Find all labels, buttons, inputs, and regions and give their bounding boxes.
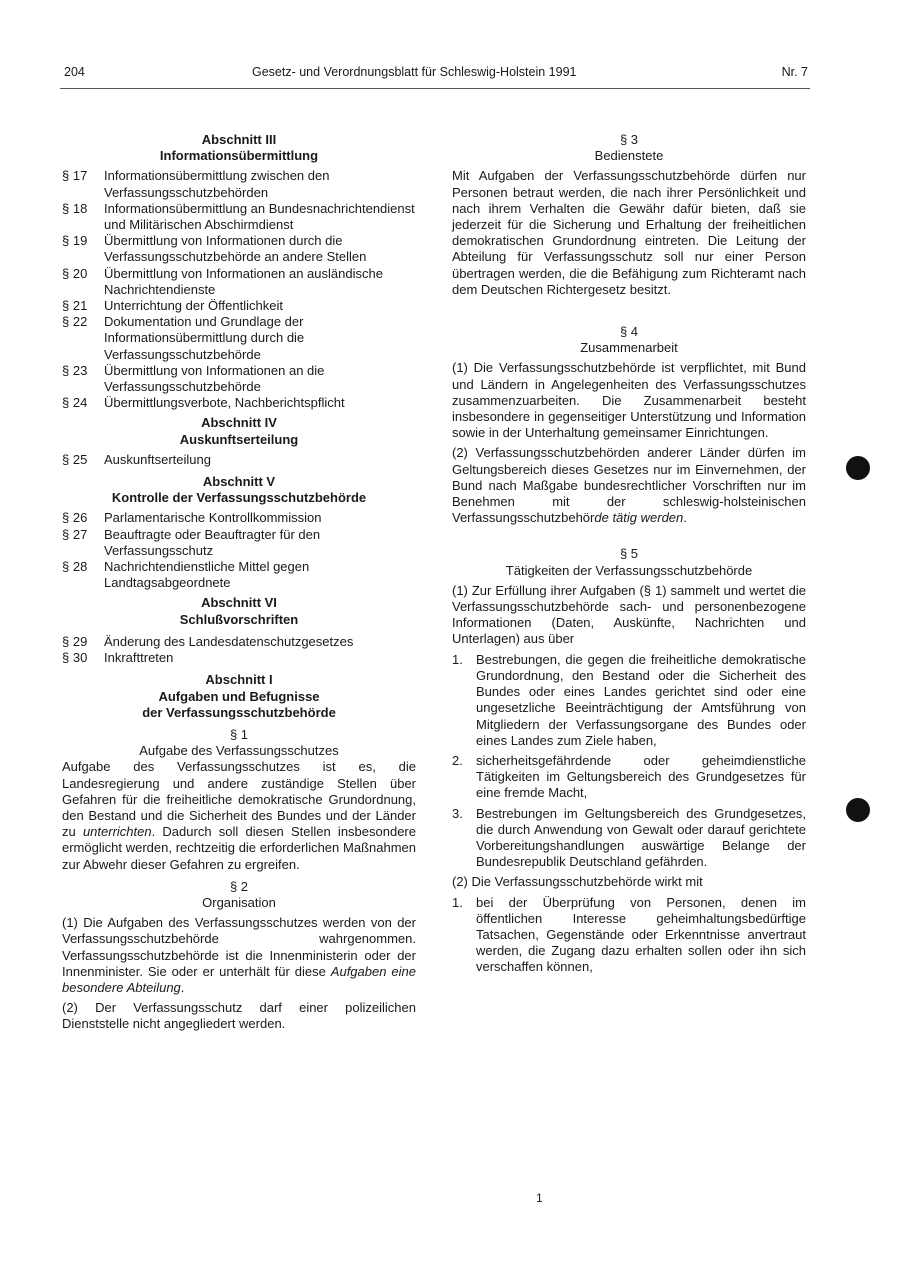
paragraph-2-abs-2: (2) Der Verfassungsschutz darf einer polizeilichen Dienststelle nicht angegliedert werden. bbox=[62, 1000, 416, 1032]
toc-entry: § 20 Übermittlung von Informationen an ausländische Nachrichtendienste bbox=[62, 265, 383, 297]
paragraph-2-abs-1: (1) Die Aufgaben des Verfassungsschutzes werden von der Verfassungsschutzbehörde wahrgenommen. Verfassungsschutzbehörde ist die Innenministerin oder der Innenminister. Sie oder er unterhält für diese Aufgaben eine besondere Abteilung. bbox=[62, 915, 416, 995]
toc-entry: § 28 Nachrichtendienstliche Mittel gegen Landtagsabgeordnete bbox=[62, 559, 310, 591]
right-column bbox=[452, 132, 806, 976]
toc-entry: § 29 Änderung des Landesdatenschutzgesetzes bbox=[62, 633, 354, 649]
toc-list-abschnitt-3 bbox=[62, 168, 416, 411]
footer-mark: 1 bbox=[536, 1191, 543, 1205]
section-heading-abschnitt-6: Abschnitt VI Schlußvorschriften bbox=[179, 595, 299, 627]
list-item: 1. bei der Überprüfung von Personen, denen im öffentlichen Interesse geheimhaltungsbedürftige Tatsachen, Gegenstände oder Erkenntnisse anvertraut werden, die Zugang dazu erhalten sollen oder ihn sich verschaffen können, bbox=[452, 894, 806, 975]
toc-entry: § 24 Übermittlungsverbote, Nachberichtspflicht bbox=[62, 395, 345, 411]
paragraph-1-text: Aufgabe des Verfassungsschutzes ist es, die Landesregierung und andere zuständige Stellen über Gefahren für die freiheitliche demokratische Grundordnung, den Bestand und die Sicherheit des Bundes und der Länder zu unterrichten. Dadurch soll diesen Stellen insbesondere ermöglicht werden, rechtzeitig die erforderlichen Maßnahmen zur Abwehr dieser Gefahren zu ergreifen. bbox=[62, 759, 416, 872]
header-rule bbox=[60, 88, 810, 89]
page-header bbox=[64, 64, 808, 82]
toc-entry: § 23 Übermittlung von Informationen an die Verfassungsschutzbehörde bbox=[62, 362, 325, 395]
issue-number: Nr. 7 bbox=[781, 65, 808, 79]
paragraph-5-abs-1: (1) Zur Erfüllung ihrer Aufgaben (§ 1) sammelt und wertet die Verfassungsschutzbehörde sach- und personenbezogene Informationen (Daten, Auskünfte, Nachrichten und Unterlagen) aus über bbox=[452, 582, 806, 647]
publication-title: Gesetz- und Verordnungsblatt für Schleswig-Holstein 1991 bbox=[252, 65, 577, 79]
toc-list-abschnitt-5 bbox=[62, 510, 416, 591]
paragraph-3-text: Mit Aufgaben der Verfassungsschutzbehörde dürfen nur Personen betraut werden, die nach ihrer Persönlichkeit und nach ihrem Verhalten die Gewähr dafür bieten, daß sie jederzeit für die Sicherung und Erhaltung der freiheitlichen demokratischen Grundordnung eintreten. Die Leitung der Abteilung für Verfassungsschutz soll nur einer Person übertragen werden, die die Befähigung zum Richteramt nach dem Deutschen Richtergesetz besitzt. bbox=[452, 168, 806, 297]
toc-entry: § 27 Beauftragte oder Beauftragter für den Verfassungsschutz bbox=[62, 526, 321, 558]
toc-entry: § 18 Informationsübermittlung an Bundesnachrichtendienst und Militärischen Abschirmdienst bbox=[62, 200, 415, 233]
paragraph-4-abs-2: (2) Verfassungsschutzbehörden anderer Länder dürfen im Geltungsbereich dieses Gesetzes nur im Einvernehmen, der Bund nach Maßgabe bundesrechtlicher Vorschriften nur im Benehmen mit der schleswig-holsteinischen Verfassungsschutzbehörde tätig werden. bbox=[452, 445, 806, 526]
toc-entry: § 26 Parlamentarische Kontrollkommission bbox=[62, 510, 322, 526]
section-heading-abschnitt-3: Abschnitt III Informationsübermittlung bbox=[159, 132, 319, 164]
page-number: 204 bbox=[64, 65, 85, 79]
list-item: 1. Bestrebungen, die gegen die freiheitliche demokratische Grundordnung, den Bestand oder die Sicherheit des Bundes oder eines Landes gerichtet sind oder eine ungesetzliche Beeinträchtigung der Amtsführung von Mitgliedern der Verfassungsorgane des Bundes oder eines Landes zum Ziele haben, bbox=[452, 651, 806, 748]
section-heading-abschnitt-5: Abschnitt V Kontrolle der Verfassungsschutzbehörde bbox=[111, 474, 367, 506]
toc-entry: § 17 Informationsübermittlung zwischen den Verfassungsschutzbehörden bbox=[62, 168, 330, 200]
punch-hole-mark bbox=[846, 456, 870, 480]
paragraph-heading-4: § 4 Zusammenarbeit bbox=[580, 324, 678, 356]
paragraph-heading-3: § 3 Bedienstete bbox=[594, 132, 664, 164]
section-heading-abschnitt-4: Abschnitt IV Auskunftserteilung bbox=[179, 415, 299, 447]
toc-entry: § 21 Unterrichtung der Öffentlichkeit bbox=[62, 298, 283, 314]
toc-entry: § 25 Auskunftserteilung bbox=[62, 451, 211, 467]
punch-hole-mark bbox=[846, 798, 870, 822]
paragraph-heading-5: § 5 Tätigkeiten der Verfassungsschutzbehörde bbox=[505, 546, 753, 578]
left-column bbox=[62, 132, 416, 1033]
paragraph-5-abs-2: (2) Die Verfassungsschutzbehörde wirkt mit bbox=[452, 874, 703, 890]
paragraph-heading-1: § 1 Aufgabe des Verfassungsschutzes bbox=[139, 726, 339, 759]
list-item: 2. sicherheitsgefährdende oder geheimdienstliche Tätigkeiten im Geltungsbereich des Grundgesetzes für eine fremde Macht, bbox=[452, 752, 806, 801]
toc-entry: § 22 Dokumentation und Grundlage der Informationsübermittlung durch die Verfassungsschutzbehörde bbox=[62, 314, 305, 362]
section-heading-abschnitt-1: Abschnitt I Aufgaben und Befugnisse der Verfassungsschutzbehörde bbox=[142, 672, 336, 720]
toc-entry: § 19 Übermittlung von Informationen durch die Verfassungsschutzbehörde an andere Stellen bbox=[62, 233, 367, 265]
paragraph-heading-2: § 2 Organisation bbox=[202, 878, 276, 910]
toc-entry: § 30 Inkrafttreten bbox=[62, 650, 174, 666]
paragraph-4-abs-1: (1) Die Verfassungsschutzbehörde ist verpflichtet, mit Bund und Ländern in Angelegenheiten des Verfassungsschutzes zusammenzuarbeiten. Die Zusammenarbeit besteht insbesondere in gegenseitiger Unterstützung und Information sowie in der Unterhaltung gemeinsamer Einrichtungen. bbox=[452, 360, 806, 441]
list-item: 3. Bestrebungen im Geltungsbereich des Grundgesetzes, die durch Anwendung von Gewalt oder darauf gerichtete Vorbereitungshandlungen auswärtige Belange der Bundesrepublik Deutschland gefährden. bbox=[452, 805, 806, 870]
